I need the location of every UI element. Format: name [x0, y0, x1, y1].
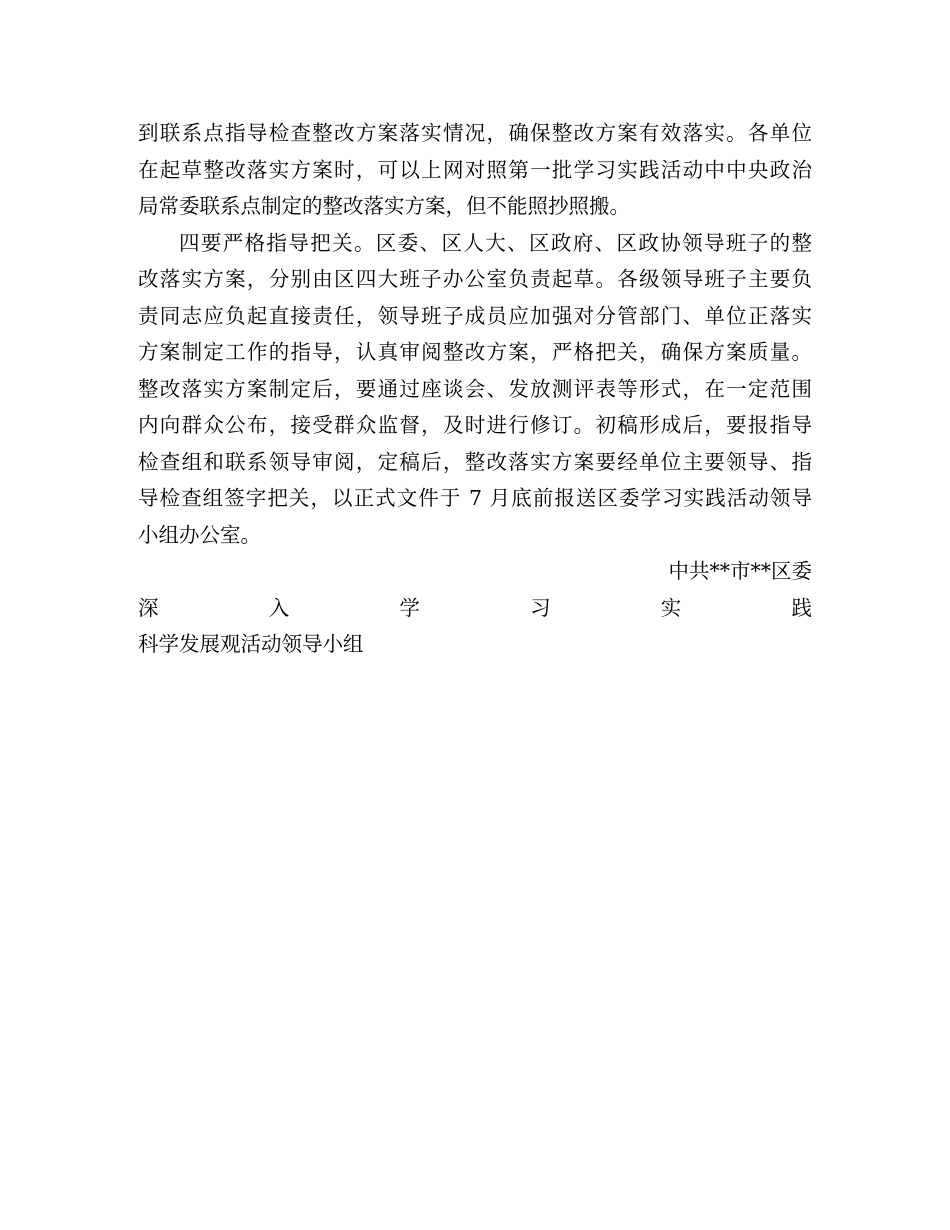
paragraph-line: 方案制定工作的指导，认真审阅整改方案，严格把关，确保方案质量。 [138, 340, 812, 364]
paragraph-line: 局常委联系点制定的整改落实方案，但不能照抄照搬。 [138, 194, 630, 218]
paragraph-line: 责同志应负起直接责任，领导班子成员应加强对分管部门、单位正落实 [138, 303, 812, 328]
signature-char: 深 [138, 595, 159, 620]
signature-char: 学 [399, 595, 420, 620]
paragraph-line: 改落实方案，分别由区四大班子办公室负责起草。各级领导班子主要负 [138, 267, 812, 291]
paragraph-line: 检查组和联系领导审阅，定稿后，整改落实方案要经单位主要领导、指 [138, 449, 812, 474]
document-body [138, 115, 812, 663]
paragraph-line: 四要严格指导把关。区委、区人大、区政府、区政协领导班子的整 [179, 230, 812, 255]
signature-group: 科学发展观活动领导小组 [138, 632, 364, 656]
paragraph-line: 在起草整改落实方案时，可以上网对照第一批学习实践活动中中央政治 [138, 157, 812, 182]
paragraph-line: 导检查组签字把关，以正式文件于 7 月底前报送区委学习实践活动领导 [138, 486, 812, 510]
signature-char: 入 [268, 595, 290, 620]
signature-char: 践 [791, 595, 812, 620]
signature-spread-line [138, 590, 812, 627]
signature-char: 习 [530, 595, 551, 620]
signature-org: 中共**市**区委 [668, 559, 812, 583]
paragraph-line: 到联系点指导检查整改方案落实情况，确保整改方案有效落实。各单位 [138, 121, 812, 145]
paragraph-line: 小组办公室。 [138, 522, 261, 547]
signature-char: 实 [660, 595, 682, 620]
paragraph-line: 内向群众公布，接受群众监督，及时进行修订。初稿形成后，要报指导 [138, 413, 812, 437]
paragraph-line: 整改落实方案制定后，要通过座谈会、发放测评表等形式，在一定范围 [138, 376, 812, 401]
